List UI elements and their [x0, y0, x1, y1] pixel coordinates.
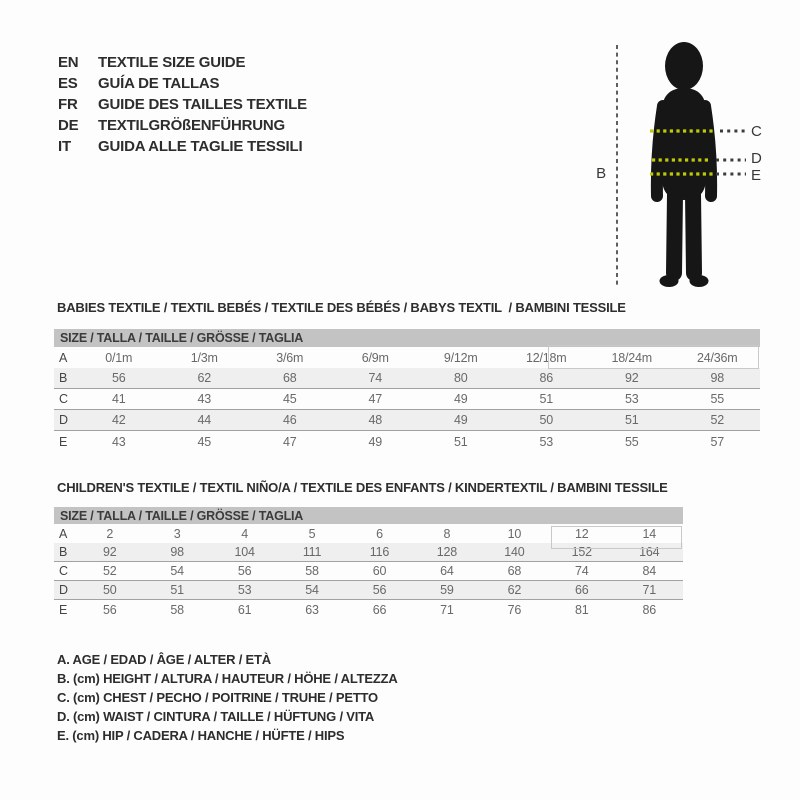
table-cell: 49 — [453, 392, 468, 406]
table-cell: 98 — [710, 371, 724, 385]
row-label: E — [59, 602, 68, 617]
babies-row-height — [54, 368, 760, 389]
table-cell: 60 — [372, 564, 387, 578]
table-cell: 84 — [642, 564, 656, 578]
table-cell: 44 — [197, 413, 211, 427]
table-cell: 51 — [539, 392, 553, 406]
row-label: E — [59, 434, 68, 449]
language-title-list — [58, 52, 307, 157]
language-code: ES — [58, 75, 78, 92]
table-cell: 3 — [173, 526, 181, 541]
table-cell: 111 — [302, 545, 322, 559]
table-cell: 50 — [102, 583, 117, 597]
table-cell: 74 — [575, 564, 589, 578]
legend-chest: C. (cm) CHEST / PECHO / POITRINE / TRUHE / PETTO — [57, 690, 378, 705]
table-cell: 64 — [440, 564, 454, 578]
table-cell: 55 — [624, 434, 639, 449]
table-cell: 10 — [507, 526, 522, 541]
language-row-fr — [58, 94, 307, 115]
children-row-waist — [54, 581, 683, 600]
table-cell: 80 — [453, 371, 468, 385]
table-cell: 152 — [571, 545, 592, 559]
table-cell: 9/12m — [443, 350, 478, 365]
table-cell: 43 — [197, 392, 211, 406]
table-cell: 45 — [282, 392, 297, 406]
table-cell: 6 — [376, 526, 383, 541]
language-code: DE — [58, 117, 79, 134]
children-row-age — [54, 524, 683, 543]
language-row-en — [58, 52, 307, 73]
table-cell: 43 — [111, 434, 126, 449]
table-cell: 51 — [624, 413, 639, 427]
table-cell: 66 — [575, 583, 589, 597]
table-cell: 49 — [453, 413, 468, 427]
table-cell: 53 — [539, 434, 553, 449]
table-cell: 81 — [575, 602, 589, 617]
table-cell: 55 — [710, 392, 724, 406]
table-cell: 1/3m — [190, 350, 218, 365]
table-cell: 61 — [237, 602, 252, 617]
table-cell: 56 — [111, 371, 126, 385]
babies-row-chest — [54, 389, 760, 410]
table-cell: 71 — [642, 583, 656, 597]
row-label: A — [59, 526, 68, 541]
hip-label: E — [751, 167, 761, 184]
row-label: C — [59, 392, 68, 406]
table-cell: 50 — [539, 413, 553, 427]
table-cell: 56 — [237, 564, 252, 578]
babies-row-hip — [54, 431, 760, 452]
children-section-heading: CHILDREN'S TEXTILE / TEXTIL NIÑO/A / TEXTILE DES ENFANTS / KINDERTEXTIL / BAMBINI TESSILE — [57, 480, 668, 495]
table-cell: 56 — [102, 602, 117, 617]
table-cell: 14 — [642, 526, 656, 541]
table-cell: 63 — [305, 602, 319, 617]
table-cell: 71 — [440, 602, 454, 617]
child-silhouette — [657, 42, 711, 287]
table-cell: 52 — [102, 564, 117, 578]
table-cell: 92 — [102, 545, 117, 559]
babies-size-header: SIZE / TALLA / TAILLE / GRÖSSE / TAGLIA — [54, 329, 760, 347]
babies-size-table — [54, 329, 760, 452]
row-label: A — [59, 350, 68, 365]
row-label: C — [59, 564, 68, 578]
table-cell: 6/9m — [361, 350, 389, 365]
babies-row-waist — [54, 410, 760, 431]
table-cell: 52 — [710, 413, 724, 427]
row-label: B — [59, 545, 68, 559]
language-title: TEXTILE SIZE GUIDE — [98, 54, 246, 71]
legend-height: B. (cm) HEIGHT / ALTURA / HAUTEUR / HÖHE / ALTEZZA — [57, 671, 398, 686]
children-size-table — [54, 507, 683, 619]
language-code: EN — [58, 54, 79, 71]
babies-row-age — [54, 347, 760, 368]
chest-label: C — [751, 123, 762, 140]
table-cell: 18/24m — [611, 350, 652, 365]
legend-age: A. AGE / EDAD / ÂGE / ALTER / ETÀ — [57, 652, 271, 667]
table-cell: 53 — [624, 392, 639, 406]
children-row-height — [54, 543, 683, 562]
children-row-chest — [54, 562, 683, 581]
row-label: B — [59, 371, 68, 385]
table-cell: 62 — [507, 583, 522, 597]
table-cell: 49 — [368, 434, 382, 449]
table-cell: 51 — [170, 583, 184, 597]
table-cell: 47 — [368, 392, 382, 406]
language-title: GUÍA DE TALLAS — [98, 75, 220, 92]
table-cell: 68 — [282, 371, 297, 385]
height-label: B — [596, 165, 606, 182]
table-cell: 42 — [111, 413, 126, 427]
table-cell: 128 — [436, 545, 458, 559]
table-cell: 2 — [106, 526, 114, 541]
table-cell: 74 — [368, 371, 382, 385]
table-cell: 140 — [504, 545, 525, 559]
language-row-de — [58, 115, 307, 136]
table-cell: 104 — [234, 545, 255, 559]
table-cell: 24/36m — [697, 350, 738, 365]
legend-waist: D. (cm) WAIST / CINTURA / TAILLE / HÜFTUNG / VITA — [57, 709, 375, 724]
measurement-legend — [57, 650, 398, 745]
table-cell: 46 — [282, 413, 297, 427]
table-cell: 62 — [197, 371, 211, 385]
table-cell: 53 — [237, 583, 252, 597]
language-row-it — [58, 136, 307, 157]
table-cell: 54 — [170, 564, 184, 578]
language-code: IT — [58, 138, 71, 155]
table-cell: 51 — [453, 434, 468, 449]
table-cell: 0/1m — [105, 350, 133, 365]
table-cell: 57 — [710, 434, 724, 449]
table-cell: 12 — [575, 526, 589, 541]
table-cell: 68 — [507, 564, 522, 578]
table-cell: 8 — [443, 526, 451, 541]
language-title: TEXTILGRÖßENFÜHRUNG — [98, 117, 286, 134]
table-cell: 98 — [170, 545, 184, 559]
table-cell: 58 — [170, 602, 184, 617]
table-cell: 12/18m — [526, 350, 567, 365]
table-cell: 86 — [539, 371, 553, 385]
table-cell: 66 — [372, 602, 387, 617]
language-code: FR — [58, 96, 78, 113]
waist-label: D — [751, 150, 762, 167]
table-cell: 59 — [440, 583, 454, 597]
table-cell: 92 — [624, 371, 639, 385]
table-cell: 5 — [308, 526, 316, 541]
table-cell: 58 — [305, 564, 319, 578]
legend-hip: E. (cm) HIP / CADERA / HANCHE / HÜFTE / HIPS — [57, 728, 345, 743]
language-row-es — [58, 73, 307, 94]
table-cell: 164 — [639, 545, 660, 559]
babies-section-heading: BABIES TEXTILE / TEXTIL BEBÉS / TEXTILE DES BÉBÉS / BABYS TEXTIL / BAMBINI TESSILE — [57, 300, 626, 315]
table-cell: 48 — [368, 413, 382, 427]
children-size-header: SIZE / TALLA / TAILLE / GRÖSSE / TAGLIA — [54, 507, 683, 524]
language-title: GUIDA ALLE TAGLIE TESSILI — [98, 138, 303, 155]
table-cell: 45 — [197, 434, 211, 449]
table-cell: 4 — [241, 526, 248, 541]
table-cell: 116 — [369, 545, 390, 559]
table-cell: 3/6m — [276, 350, 304, 365]
language-title: GUIDE DES TAILLES TEXTILE — [98, 96, 307, 113]
table-cell: 54 — [305, 583, 319, 597]
measurement-figure — [588, 35, 770, 301]
row-label: D — [59, 413, 68, 427]
table-cell: 41 — [111, 392, 126, 406]
children-row-hip — [54, 600, 683, 619]
table-cell: 56 — [372, 583, 387, 597]
table-cell: 76 — [507, 602, 522, 617]
table-cell: 86 — [642, 602, 656, 617]
row-label: D — [59, 583, 68, 597]
table-cell: 47 — [282, 434, 297, 449]
child-silhouette-diagram — [588, 35, 770, 301]
